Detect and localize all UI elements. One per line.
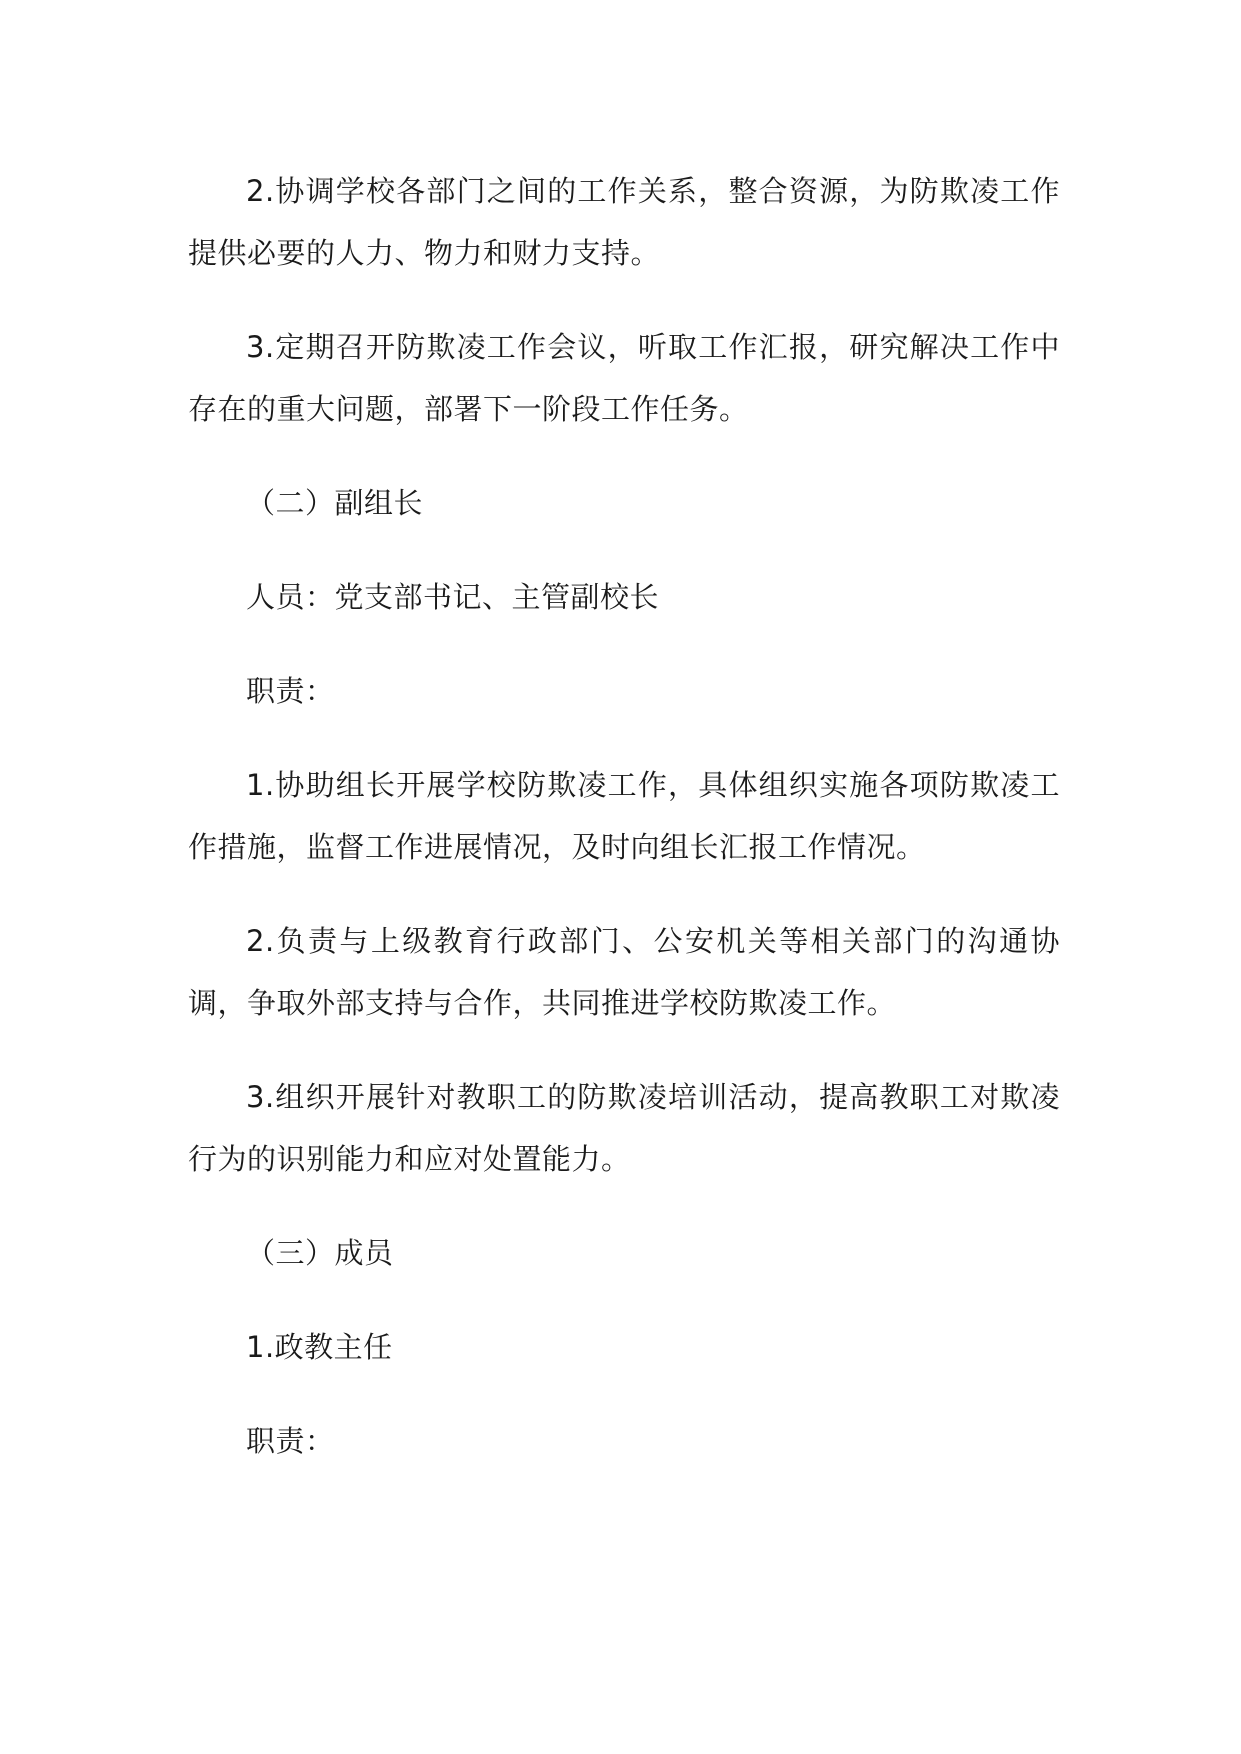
paragraph-staff-training: 3.组织开展针对教职工的防欺凌培训活动，提高教职工对欺凌行为的识别能力和应对处置能力。 — [188, 1080, 1060, 1176]
paragraph-regular-meetings: 3.定期召开防欺凌工作会议，听取工作汇报，研究解决工作中存在的重大问题，部署下一阶段工作任务。 — [188, 330, 1060, 426]
document-body — [188, 160, 1060, 1472]
paragraph-coordinate-departments: 2.协调学校各部门之间的工作关系，整合资源，为防欺凌工作提供必要的人力、物力和财力支持。 — [188, 174, 1060, 270]
paragraph-assist-leader: 1.协助组长开展学校防欺凌工作，具体组织实施各项防欺凌工作措施，监督工作进展情况，及时向组长汇报工作情况。 — [188, 768, 1060, 864]
paragraph-deputy-personnel: 人员：党支部书记、主管副校长 — [246, 580, 660, 614]
paragraph-external-coordination: 2.负责与上级教育行政部门、公安机关等相关部门的沟通协调，争取外部支持与合作，共同推进学校防欺凌工作。 — [188, 924, 1060, 1020]
paragraph-duties-label-2: 职责： — [246, 1424, 335, 1458]
section-heading-members: （三）成员 — [246, 1236, 394, 1270]
paragraph-political-director: 1.政教主任 — [246, 1330, 393, 1364]
paragraph-duties-label: 职责： — [246, 674, 335, 708]
section-heading-deputy-leader: （二）副组长 — [246, 486, 424, 520]
